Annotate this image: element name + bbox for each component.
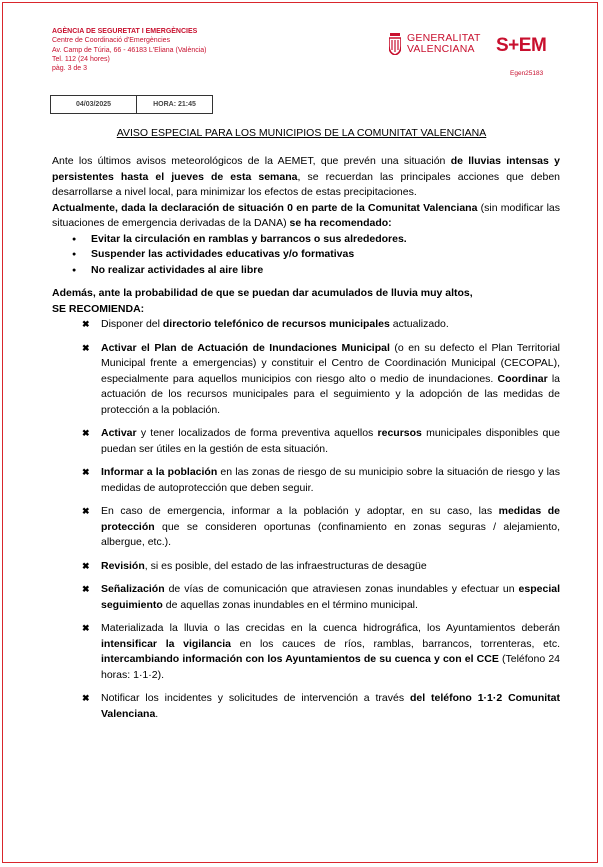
cross-marker-icon: ✖ xyxy=(82,506,90,516)
list-item: ✖ Activar el Plan de Actuación de Inundaciones Municipal (o en su defecto el Plan Territorial Municipal frente a emergencias) y constituir el Centro de Coordinación Municipal (CECOPAL), especialmente para aquellos municipios con riesgo alto o medio de inundaciones. Coordinar la actuación de los recursos municipales para el seguimiento y la adopción de las medidas de protección a la población. xyxy=(82,341,561,416)
header-contact-block xyxy=(52,27,207,73)
cross-marker-icon: ✖ xyxy=(82,560,90,571)
phone: Tel. 112 (24 hores) xyxy=(52,55,110,63)
intro-paragraph: Ante los últimos avisos meteorológicos de la AEMET, que prevén una situación de lluvias intensas y persistentes hasta el jueves de esta semana, se recuerdan las principales acciones que deben desarrollarse a nivel local, para minimizar los efectos de estas precipitaciones. xyxy=(52,155,560,198)
date-time-box xyxy=(50,95,213,114)
center-name: Centre de Coordinació d'Emergències xyxy=(52,37,171,45)
cross-marker-icon: ✖ xyxy=(82,342,90,353)
list-item: ● No realizar actividades al aire libre xyxy=(72,263,560,279)
also-heading: Además, ante la probabilidad de que se puedan dar acumulados de lluvia muy altos, SE RECOMIENDA: xyxy=(52,287,473,315)
list-item: ✖ Notificar los incidentes y solicitudes de intervención a través del teléfono 1·1·2 Comunitat Valenciana. xyxy=(82,692,560,720)
list-item: ● Suspender las actividades educativas y/o formativas xyxy=(72,247,560,263)
list-item: ✖ Señalización de vías de comunicación que atraviesen zonas inundables y efectuar un especial seguimiento de aquellas zonas inundables en el término municipal. xyxy=(82,583,560,611)
list-item: ✖ Disponer del directorio telefónico de recursos municipales actualizado. xyxy=(52,317,560,333)
document-code: Egen25183 xyxy=(510,70,544,77)
cross-marker-icon: ✖ xyxy=(82,584,90,594)
cross-marker-icon: ✖ xyxy=(82,467,90,477)
recommendations-list xyxy=(52,317,560,722)
document-title: AVISO ESPECIAL PARA LOS MUNICIPIOS DE LA COMUNITAT VALENCIANA xyxy=(116,127,487,139)
list-item: ✖ Materializada la lluvia o las crecidas en la cuenca hidrográfica, los Ayuntamientos deberán intensificar la vigilancia en los cauces de ríos, ramblas, barrancos, torrenteras, etc. intercambiando información con los Ayuntamientos de su cuenca y con el CCE (Teléfono 24 horas: 1·1·2). xyxy=(82,622,560,681)
cross-marker-icon: ✖ xyxy=(82,319,90,329)
list-item: ● Evitar la circulación en ramblas y barrancos o sus alrededores. xyxy=(72,232,560,248)
page-number: pàg. 3 de 3 xyxy=(52,65,88,73)
cross-marker-icon: ✖ xyxy=(82,623,90,633)
situation-paragraph: Actualmente, dada la declaración de situación 0 en parte de la Comunitat Valenciana (sin modificar las situaciones de emergencia derivadas de la DANA) se ha recomendado: xyxy=(52,201,560,229)
agency-name: AGÈNCIA DE SEGURETAT I EMERGÈNCIES xyxy=(52,28,198,35)
cross-marker-icon: ✖ xyxy=(82,428,90,438)
cross-marker-icon: ✖ xyxy=(82,693,90,703)
document-body xyxy=(52,154,560,730)
list-item: ✖ Informar a la población en las zonas de riesgo de su municipio sobre la situación de riesgo y las medidas de autoprotección que deben seguir. xyxy=(82,466,560,494)
list-item: ✖ En caso de emergencia, informar a la población y adoptar, en su caso, las medidas de protección que se consideren oportunas (confinamiento en zonas seguras / alejamiento, albergue, etc.). xyxy=(82,505,560,548)
address: Av. Camp de Túria, 66 - 46183 L'Eliana (València) xyxy=(52,46,207,54)
date: 04/03/2025 xyxy=(51,96,137,113)
list-item: ✖ Activar y tener localizados de forma preventiva aquellos recursos municipales disponibles que puedan ser útiles en la gestión de esta situación. xyxy=(82,427,561,455)
time: HORA: 21:45 xyxy=(153,101,196,108)
sem-logo: S+EM xyxy=(496,35,547,56)
gva-line-1: GENERALITAT xyxy=(407,32,481,44)
list-item: ✖ Revisión, si es posible, del estado de las infraestructuras de desagüe xyxy=(52,559,560,575)
generalitat-logo xyxy=(389,33,481,55)
recommended-list xyxy=(72,232,560,279)
gva-line-2: VALENCIANA xyxy=(407,43,475,55)
generalitat-emblem-icon xyxy=(389,33,401,55)
